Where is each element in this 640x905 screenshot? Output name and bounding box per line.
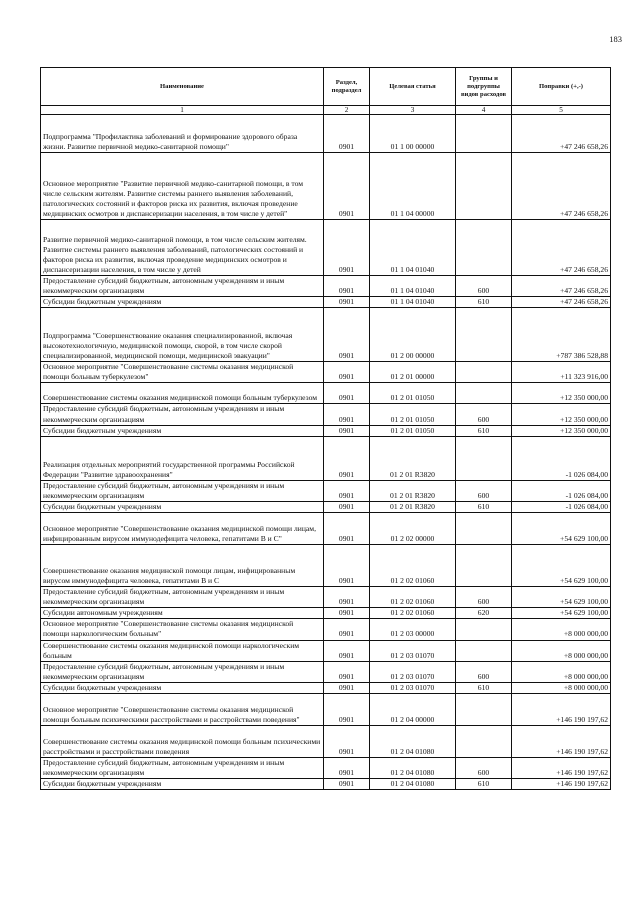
row-section-code: 0901 [324, 779, 370, 790]
row-name: Основное мероприятие "Совершенствование системы оказания медицинской помощи больным туберкулезом" [41, 362, 324, 383]
row-amount: -1 026 084,00 [512, 480, 611, 501]
row-target-code: 01 2 02 01060 [370, 608, 456, 619]
row-target-code: 01 1 00 00000 [370, 115, 456, 153]
budget-amendments-table [40, 67, 611, 790]
table-row [41, 383, 611, 404]
table-row [41, 682, 611, 693]
row-expense-group: 600 [456, 480, 512, 501]
row-amount: +8 000 000,00 [512, 661, 611, 682]
row-expense-group [456, 115, 512, 153]
row-target-code: 01 1 04 01040 [370, 220, 456, 276]
table-row [41, 308, 611, 362]
table-row [41, 608, 611, 619]
header-target: Целевая статья [370, 68, 456, 106]
row-section-code: 0901 [324, 587, 370, 608]
table-row [41, 480, 611, 501]
row-expense-group: 610 [456, 779, 512, 790]
row-expense-group: 610 [456, 682, 512, 693]
row-name: Субсидии бюджетным учреждениям [41, 501, 324, 512]
row-amount: +146 190 197,62 [512, 725, 611, 757]
row-name: Совершенствование системы оказания медицинской помощи больным психическими расстройствами и расстройствами поведения [41, 725, 324, 757]
column-number-row [41, 106, 611, 115]
table-row [41, 587, 611, 608]
header-amendments: Поправки (+,-) [512, 68, 611, 106]
row-amount: +146 190 197,62 [512, 693, 611, 725]
row-amount: +12 350 000,00 [512, 425, 611, 436]
row-expense-group: 600 [456, 587, 512, 608]
table-row [41, 661, 611, 682]
table-header-row [41, 68, 611, 106]
row-name: Совершенствование системы оказания медицинской помощи больным туберкулезом [41, 383, 324, 404]
row-section-code: 0901 [324, 308, 370, 362]
row-name: Совершенствование оказания медицинской помощи лицам, инфицированным вирусом иммунодефицита человека, гепатитами В и С [41, 545, 324, 587]
row-amount: +47 246 658,26 [512, 153, 611, 220]
row-target-code: 01 2 04 01080 [370, 725, 456, 757]
row-expense-group [456, 640, 512, 661]
row-name: Субсидии бюджетным учреждениям [41, 297, 324, 308]
row-amount: -1 026 084,00 [512, 501, 611, 512]
row-expense-group [456, 513, 512, 545]
table-row [41, 436, 611, 480]
column-number: 4 [456, 106, 512, 115]
row-section-code: 0901 [324, 682, 370, 693]
row-section-code: 0901 [324, 693, 370, 725]
row-expense-group: 610 [456, 501, 512, 512]
row-expense-group: 620 [456, 608, 512, 619]
row-name: Основное мероприятие "Развитие первичной медико-санитарной помощи, в том числе сельским жителям. Развитие системы раннего выявления заболеваний, патологических состояний и факторов риска их развития, включая проведение медицинских осмотров и диспансеризации населения, в том числе у детей" [41, 153, 324, 220]
row-name: Реализация отдельных мероприятий государственной программы Российской Федерации "Развитие здравоохранения" [41, 436, 324, 480]
row-expense-group [456, 153, 512, 220]
row-target-code: 01 2 03 00000 [370, 619, 456, 640]
row-name: Субсидии автономным учреждениям [41, 608, 324, 619]
header-name: Наименование [41, 68, 324, 106]
row-section-code: 0901 [324, 220, 370, 276]
row-name: Субсидии бюджетным учреждениям [41, 779, 324, 790]
row-amount: +54 629 100,00 [512, 608, 611, 619]
table-row [41, 619, 611, 640]
row-expense-group: 610 [456, 297, 512, 308]
row-amount: +146 190 197,62 [512, 757, 611, 778]
row-section-code: 0901 [324, 115, 370, 153]
row-target-code: 01 2 03 01070 [370, 640, 456, 661]
table-row [41, 501, 611, 512]
row-name: Основное мероприятие "Совершенствование системы оказания медицинской помощи больным психическими расстройствами и расстройствами поведения" [41, 693, 324, 725]
row-section-code: 0901 [324, 362, 370, 383]
column-number: 5 [512, 106, 611, 115]
table-row [41, 276, 611, 297]
row-amount: +8 000 000,00 [512, 640, 611, 661]
row-amount: +12 350 000,00 [512, 383, 611, 404]
row-name: Предоставление субсидий бюджетным, автономным учреждениям и иным некоммерческим организациям [41, 276, 324, 297]
row-name: Совершенствование системы оказания медицинской помощи наркологическим больным [41, 640, 324, 661]
row-section-code: 0901 [324, 297, 370, 308]
row-name: Предоставление субсидий бюджетным, автономным учреждениям и иным некоммерческим организациям [41, 480, 324, 501]
row-expense-group [456, 436, 512, 480]
row-target-code: 01 2 04 01080 [370, 779, 456, 790]
row-amount: +54 629 100,00 [512, 545, 611, 587]
row-expense-group [456, 220, 512, 276]
row-target-code: 01 2 00 00000 [370, 308, 456, 362]
row-target-code: 01 2 04 01080 [370, 757, 456, 778]
table-row [41, 362, 611, 383]
table-row [41, 404, 611, 425]
row-section-code: 0901 [324, 619, 370, 640]
table-row [41, 297, 611, 308]
row-section-code: 0901 [324, 661, 370, 682]
row-section-code: 0901 [324, 153, 370, 220]
row-expense-group [456, 362, 512, 383]
row-section-code: 0901 [324, 501, 370, 512]
row-target-code: 01 2 04 00000 [370, 693, 456, 725]
row-target-code: 01 2 03 01070 [370, 661, 456, 682]
row-amount: +11 323 916,00 [512, 362, 611, 383]
row-target-code: 01 2 01 01050 [370, 425, 456, 436]
row-amount: +787 386 528,88 [512, 308, 611, 362]
header-section: Раздел, подраздел [324, 68, 370, 106]
row-name: Основное мероприятие "Совершенствование системы оказания медицинской помощи наркологическим больным" [41, 619, 324, 640]
table-row [41, 779, 611, 790]
row-section-code: 0901 [324, 425, 370, 436]
row-name: Подпрограмма "Профилактика заболеваний и формирование здорового образа жизни. Развитие первичной медико-санитарной помощи" [41, 115, 324, 153]
row-target-code: 01 2 01 R3820 [370, 480, 456, 501]
page-number: 183 [609, 34, 622, 44]
row-section-code: 0901 [324, 276, 370, 297]
row-amount: +47 246 658,26 [512, 297, 611, 308]
row-name: Предоставление субсидий бюджетным, автономным учреждениям и иным некоммерческим организациям [41, 757, 324, 778]
header-groups: Группы и подгруппы видов расходов [456, 68, 512, 106]
row-target-code: 01 2 01 01050 [370, 404, 456, 425]
row-expense-group: 600 [456, 276, 512, 297]
row-amount: +47 246 658,26 [512, 115, 611, 153]
row-expense-group [456, 725, 512, 757]
row-name: Субсидии бюджетным учреждениям [41, 682, 324, 693]
row-target-code: 01 2 01 R3820 [370, 436, 456, 480]
row-expense-group: 600 [456, 661, 512, 682]
row-section-code: 0901 [324, 725, 370, 757]
row-expense-group [456, 619, 512, 640]
row-target-code: 01 2 03 01070 [370, 682, 456, 693]
row-target-code: 01 2 02 00000 [370, 513, 456, 545]
row-target-code: 01 2 01 01050 [370, 383, 456, 404]
row-target-code: 01 1 04 00000 [370, 153, 456, 220]
row-section-code: 0901 [324, 383, 370, 404]
row-name: Подпрограмма "Совершенствование оказания специализированной, включая высокотехнологичную, медицинской помощи, скорой, в том числе скорой специализированной, медицинской помощи, медицинской эвакуации" [41, 308, 324, 362]
row-expense-group [456, 545, 512, 587]
row-section-code: 0901 [324, 404, 370, 425]
row-section-code: 0901 [324, 757, 370, 778]
table-row [41, 725, 611, 757]
row-section-code: 0901 [324, 480, 370, 501]
row-target-code: 01 2 01 00000 [370, 362, 456, 383]
row-target-code: 01 1 04 01040 [370, 297, 456, 308]
row-name: Предоставление субсидий бюджетным, автономным учреждениям и иным некоммерческим организациям [41, 404, 324, 425]
row-expense-group: 610 [456, 425, 512, 436]
row-section-code: 0901 [324, 608, 370, 619]
table-row [41, 693, 611, 725]
row-expense-group: 600 [456, 404, 512, 425]
row-name: Предоставление субсидий бюджетным, автономным учреждениям и иным некоммерческим организациям [41, 587, 324, 608]
table-row [41, 220, 611, 276]
row-expense-group [456, 308, 512, 362]
row-section-code: 0901 [324, 640, 370, 661]
row-target-code: 01 2 02 01060 [370, 587, 456, 608]
table-row [41, 115, 611, 153]
table-row [41, 513, 611, 545]
table-row [41, 425, 611, 436]
row-expense-group [456, 693, 512, 725]
row-target-code: 01 2 02 01060 [370, 545, 456, 587]
row-section-code: 0901 [324, 436, 370, 480]
column-number: 2 [324, 106, 370, 115]
row-name: Основное мероприятие "Совершенствование оказания медицинской помощи лицам, инфицированным вирусом иммунодефицита человека, гепатитами В и С" [41, 513, 324, 545]
row-name: Субсидии бюджетным учреждениям [41, 425, 324, 436]
row-amount: +47 246 658,26 [512, 220, 611, 276]
row-amount: +8 000 000,00 [512, 682, 611, 693]
row-section-code: 0901 [324, 545, 370, 587]
column-number: 1 [41, 106, 324, 115]
table-row [41, 153, 611, 220]
row-section-code: 0901 [324, 513, 370, 545]
row-amount: +146 190 197,62 [512, 779, 611, 790]
row-name: Предоставление субсидий бюджетным, автономным учреждениям и иным некоммерческим организациям [41, 661, 324, 682]
table-row [41, 545, 611, 587]
row-target-code: 01 2 01 R3820 [370, 501, 456, 512]
row-amount: +54 629 100,00 [512, 513, 611, 545]
row-expense-group: 600 [456, 757, 512, 778]
row-target-code: 01 1 04 01040 [370, 276, 456, 297]
row-amount: +12 350 000,00 [512, 404, 611, 425]
row-amount: -1 026 084,00 [512, 436, 611, 480]
row-amount: +47 246 658,26 [512, 276, 611, 297]
row-expense-group [456, 383, 512, 404]
table-row [41, 757, 611, 778]
table-row [41, 640, 611, 661]
row-amount: +8 000 000,00 [512, 619, 611, 640]
column-number: 3 [370, 106, 456, 115]
row-amount: +54 629 100,00 [512, 587, 611, 608]
row-name: Развитие первичной медико-санитарной помощи, в том числе сельским жителям. Развитие системы раннего выявления заболеваний, патологических состояний и факторов риска их развития, включая проведение медицинских осмотров и диспансеризации населения, в том числе у детей [41, 220, 324, 276]
